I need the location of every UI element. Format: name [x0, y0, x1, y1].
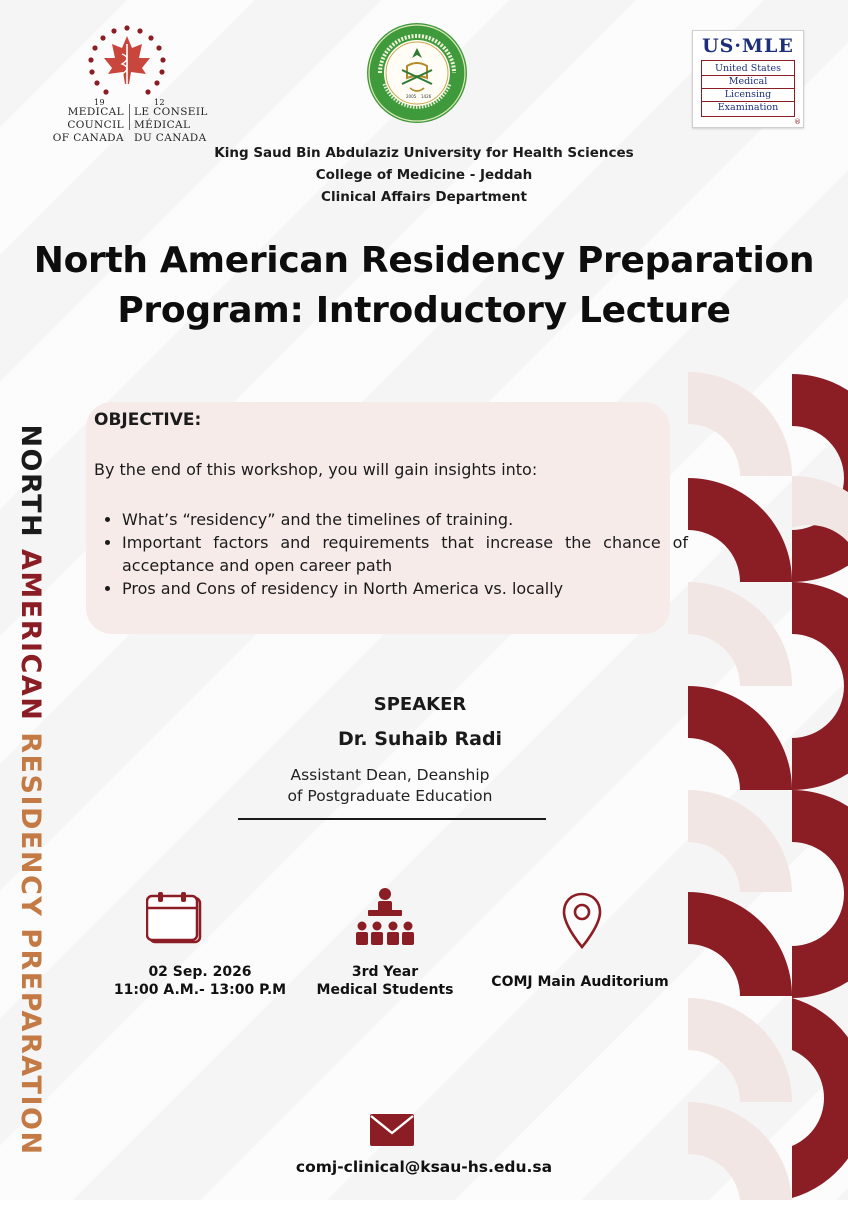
- location-pin-icon: [562, 892, 602, 950]
- mcc-english-name: [22, 106, 124, 145]
- usmle-line: Medical: [702, 76, 794, 89]
- date-time-info: [100, 963, 300, 999]
- side-text-residency-preparation: RESIDENCY PREPARATION: [15, 732, 46, 1156]
- event-time: 11:00 A.M.- 13:00 P.M: [113, 982, 287, 998]
- title-line-1: North American Residency Preparation: [33, 240, 815, 281]
- objective-item: • Pros and Cons of residency in North America vs. locally: [122, 577, 688, 600]
- usmle-name-box: [701, 60, 795, 117]
- usmle-line: United States: [702, 63, 794, 76]
- mcc-divider: [129, 104, 130, 130]
- title-line-2: Program: Introductory Lecture: [117, 290, 731, 331]
- svg-text:1426: 1426: [421, 94, 432, 99]
- maple-leaf-icon: [84, 22, 170, 100]
- location-info: COMJ Main Auditorium: [491, 974, 669, 990]
- speaker-role: [240, 765, 540, 807]
- mcc-french-name: [134, 106, 262, 145]
- speaker-role-line: Assistant Dean, Deanship: [290, 766, 490, 784]
- mcc-name-line: LE CONSEIL MÉDICAL: [134, 106, 208, 131]
- audience-icon: [354, 886, 416, 948]
- page-title: [0, 236, 848, 336]
- mcc-year-left: 19: [94, 98, 105, 107]
- mcc-name-line: OF CANADA: [52, 132, 124, 144]
- usmle-line: Licensing: [702, 89, 794, 102]
- side-text-american: AMERICAN: [15, 549, 46, 733]
- side-vertical-title: [10, 360, 50, 1220]
- speaker-divider: [238, 818, 546, 820]
- usmle-registered-mark: ®: [794, 118, 801, 126]
- institution-name: King Saud Bin Abdulaziz University for Health Sciences: [214, 145, 634, 161]
- audience-line: Medical Students: [316, 982, 454, 998]
- calendar-icon: [146, 892, 204, 944]
- mcc-logo: [22, 22, 262, 144]
- department-name: Clinical Affairs Department: [321, 189, 527, 205]
- mcc-name-line: MEDICAL COUNCIL: [67, 106, 124, 131]
- objective-intro: By the end of this workshop, you will gain insights into:: [94, 460, 538, 479]
- objective-heading: OBJECTIVE:: [94, 410, 202, 430]
- objective-list: [100, 508, 688, 600]
- side-text-north: NORTH: [15, 424, 46, 549]
- decorative-arcs: [686, 372, 848, 1200]
- audience-info: [300, 963, 470, 999]
- mcc-name-line: DU CANADA: [134, 132, 207, 144]
- objective-item: • What’s “residency” and the timelines of training.: [122, 508, 688, 531]
- audience-line: 3rd Year: [351, 964, 419, 980]
- usmle-line: Examination: [717, 102, 779, 113]
- mcc-year-right: 12: [154, 98, 165, 107]
- svg-text:2005: 2005: [406, 94, 417, 99]
- college-name: College of Medicine - Jeddah: [315, 167, 533, 183]
- speaker-role-line: of Postgraduate Education: [287, 787, 493, 805]
- usmle-logo: [692, 30, 804, 128]
- speaker-name: Dr. Suhaib Radi: [337, 728, 503, 750]
- ksau-seal-icon: [366, 22, 468, 124]
- event-date: 02 Sep. 2026: [148, 964, 252, 980]
- objective-item: • Important factors and requirements that increase the chance of acceptance and open career path: [122, 531, 688, 577]
- envelope-icon: [370, 1114, 414, 1146]
- usmle-title: US·MLE: [702, 35, 794, 57]
- speaker-heading: SPEAKER: [373, 694, 467, 715]
- contact-email[interactable]: comj-clinical@ksau-hs.edu.sa: [295, 1158, 553, 1176]
- ksau-logo: [366, 22, 468, 124]
- institution-block: [0, 142, 848, 208]
